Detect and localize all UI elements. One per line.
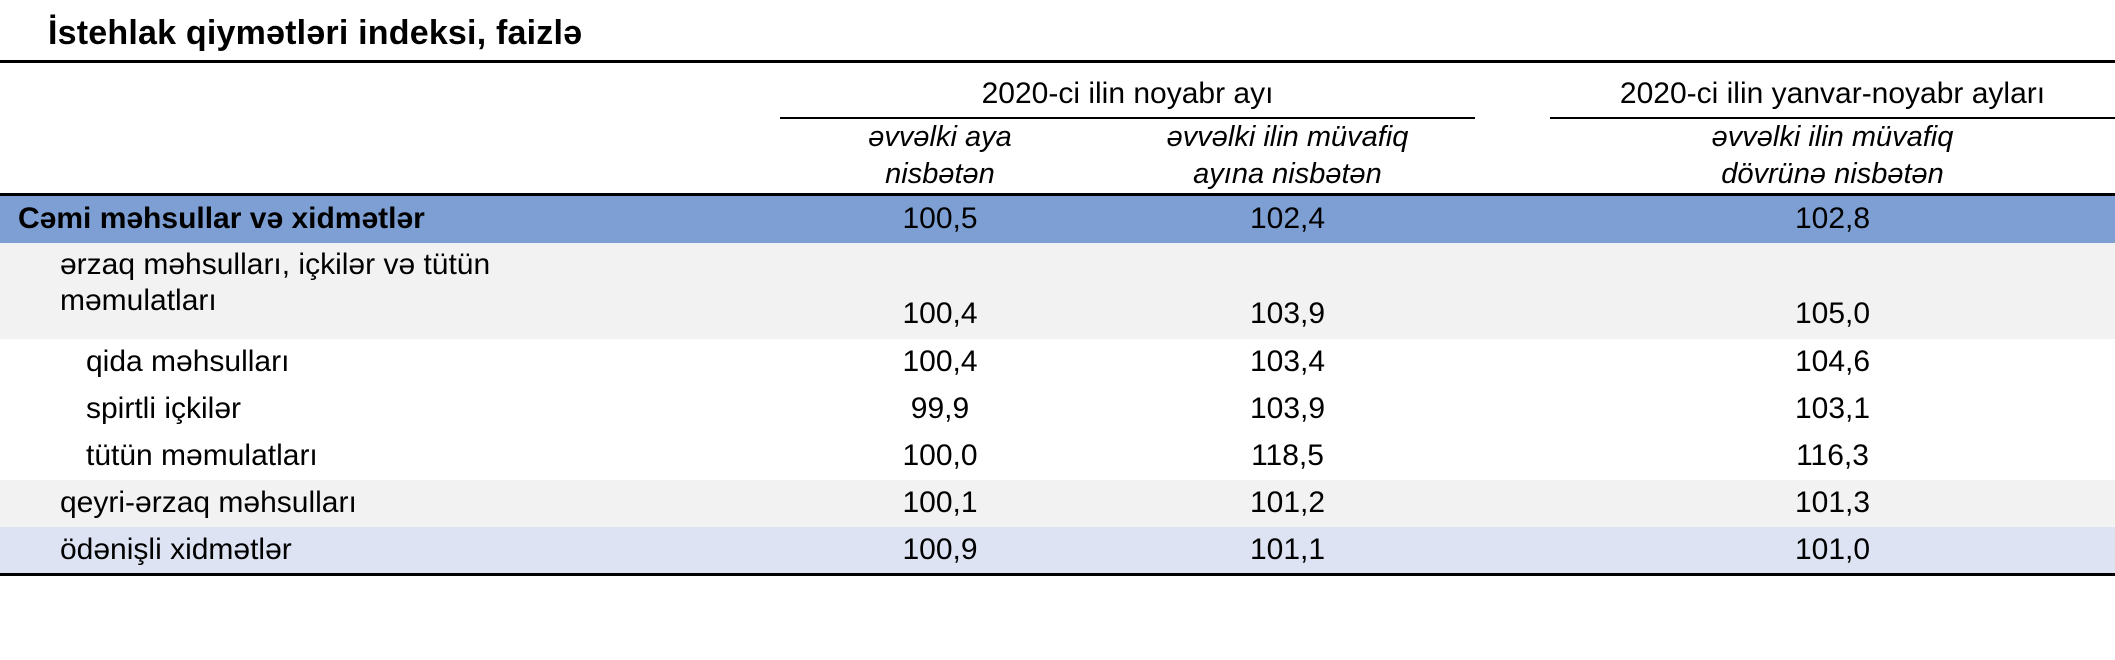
row-value-prev-year-month: 101,2 [1100,480,1475,527]
header-group-january-november: 2020-ci ilin yanvar-noyabr ayları [1550,62,2115,118]
table-row [0,194,2115,243]
table-row [0,527,2115,574]
row-value-prev-year-month: 102,4 [1100,194,1475,243]
row-gap-2 [1475,243,1550,339]
table-row [0,480,2115,527]
row-gap-2 [1475,433,1550,480]
row-label: ödənişli xidmətlər [0,527,765,574]
row-gap-2 [1475,386,1550,433]
header-sub-prev-year-month-line2: ayına nisbətən [1193,157,1382,190]
row-value-prev-year-period: 103,1 [1550,386,2115,433]
row-value-prev-month: 100,1 [780,480,1100,527]
row-label: spirtli içkilər [0,386,765,433]
row-gap-1 [765,339,780,386]
row-label: qida məhsulları [0,339,765,386]
row-gap-1 [765,480,780,527]
header-gap-1 [765,62,780,118]
row-value-prev-year-period: 101,3 [1550,480,2115,527]
header-corner-blank [0,62,765,118]
table-row [0,339,2115,386]
header-sub-prev-year-period [1550,118,2115,195]
table-row [0,243,2115,339]
row-value-prev-month: 100,9 [780,527,1100,574]
row-gap-1 [765,194,780,243]
header-sub-prev-year-period-line2: dövrünə nisbətən [1721,157,1944,190]
header-sub-gap-2 [1475,118,1550,195]
row-value-prev-month: 100,4 [780,339,1100,386]
header-gap-2 [1475,62,1550,118]
row-value-prev-year-month: 103,4 [1100,339,1475,386]
header-sub-gap-1 [765,118,780,195]
table-header-sub-row [0,118,2115,195]
row-value-prev-year-month: 101,1 [1100,527,1475,574]
table-row [0,386,2115,433]
row-value-prev-year-period: 102,8 [1550,194,2115,243]
table-header-group-row [0,62,2115,118]
row-value-prev-month: 100,0 [780,433,1100,480]
row-label: Cəmi məhsullar və xidmətlər [0,194,765,243]
row-label: tütün məmulatları [0,433,765,480]
row-gap-1 [765,386,780,433]
header-sub-prev-year-month [1100,118,1475,195]
row-value-prev-year-month: 103,9 [1100,386,1475,433]
row-value-prev-month: 99,9 [780,386,1100,433]
row-value-prev-month: 100,4 [780,243,1100,339]
header-group-november: 2020-ci ilin noyabr ayı [780,62,1475,118]
row-value-prev-year-month: 103,9 [1100,243,1475,339]
row-label-line2: məmulatları [60,284,217,318]
row-value-prev-year-month: 118,5 [1100,433,1475,480]
page-title: İstehlak qiymətləri indeksi, faizlə [48,14,583,52]
row-gap-1 [765,433,780,480]
table-row [0,433,2115,480]
row-label [0,243,765,339]
row-gap-2 [1475,194,1550,243]
row-gap-1 [765,527,780,574]
header-sub-prev-year-period-line1: əvvəlki ilin müvafiq [1711,120,1954,153]
row-value-prev-year-period: 101,0 [1550,527,2115,574]
header-sub-prev-month-line1: əvvəlki aya [868,120,1012,153]
row-value-prev-year-period: 104,6 [1550,339,2115,386]
row-gap-2 [1475,527,1550,574]
row-gap-2 [1475,480,1550,527]
header-sub-prev-month-line2: nisbətən [885,157,995,190]
cpi-table [0,60,2115,574]
row-gap-1 [765,243,780,339]
header-sub-blank [0,118,765,195]
table-bottom-rule [0,573,2115,576]
header-sub-prev-year-month-line1: əvvəlki ilin müvafiq [1166,120,1409,153]
row-value-prev-year-period: 105,0 [1550,243,2115,339]
row-label-line1: ərzaq məhsulları, içkilər və tütün [60,247,491,281]
header-sub-prev-month [780,118,1100,195]
row-label: qeyri-ərzaq məhsulları [0,480,765,527]
row-value-prev-month: 100,5 [780,194,1100,243]
row-value-prev-year-period: 116,3 [1550,433,2115,480]
row-gap-2 [1475,339,1550,386]
